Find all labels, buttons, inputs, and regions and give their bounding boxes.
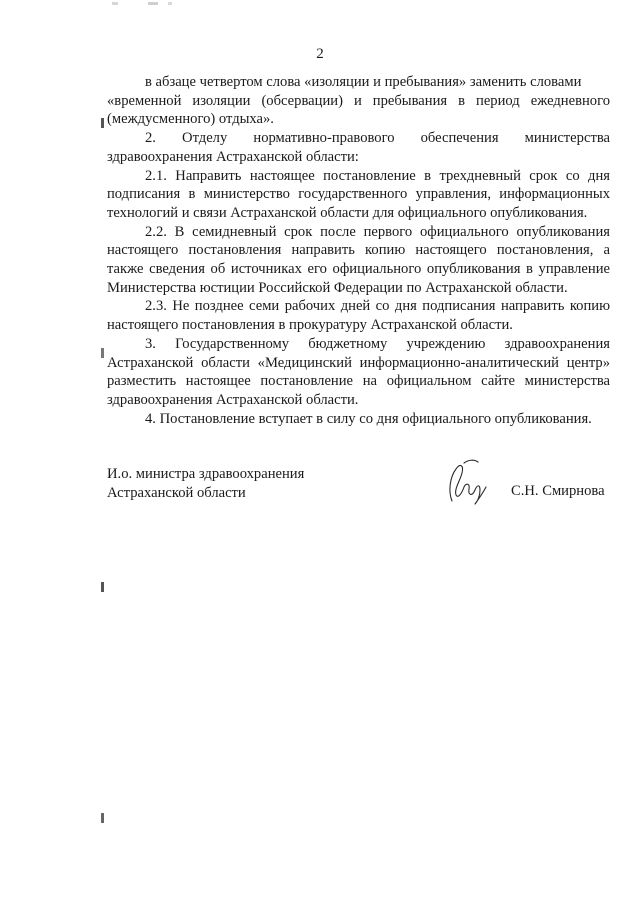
paragraph-item-2 (107, 129, 610, 148)
scan-speck (168, 2, 172, 5)
scan-speck (112, 2, 118, 5)
paragraph-amendment-end (107, 110, 610, 129)
text-line: в абзаце четвертом слова «изоляции и пребывания» заменить словами (145, 74, 582, 90)
document-body (107, 73, 610, 428)
scan-margin-mark (101, 348, 104, 358)
paragraph-amendment (145, 73, 610, 92)
text-line: 2.3. Не позднее семи рабочих дней со дня подписания направить копию (145, 298, 610, 315)
page-number: 2 (316, 46, 324, 62)
text-line: здравоохранения Астраханской области. (107, 391, 359, 408)
paragraph-item-2-2 (107, 223, 610, 242)
paragraph-item-2-1-end (107, 204, 610, 223)
text-line: настоящего постановления направить копию настоящего постановления, а (107, 242, 610, 259)
paragraph-item-2-3 (107, 297, 610, 316)
text-line: 4. Постановление вступает в силу со дня официального опубликования. (145, 410, 592, 427)
text-line: «временной изоляции (обсервации) и пребывания в период ежедневного (107, 92, 610, 109)
text-line: Министерства юстиции Российской Федерации по Астраханской области. (107, 279, 568, 296)
paragraph-item-2-2-cont (107, 260, 610, 279)
signature-block (107, 465, 610, 525)
paragraph-item-2-1-cont (107, 185, 610, 204)
text-line: технологий и связи Астраханской области для официального опубликования. (107, 204, 588, 221)
signer-position (107, 465, 304, 502)
signer-position-line: И.о. министра здравоохранения (107, 466, 305, 482)
signer-position-line: Астраханской области (107, 484, 246, 501)
paragraph-item-3-cont (107, 354, 610, 373)
text-line: разместить настоящее постановление на официальном сайте министерства (107, 373, 610, 390)
text-line: 2.1. Направить настоящее постановление в трехдневный срок со дня (145, 167, 610, 184)
handwritten-signature (444, 457, 494, 509)
scan-margin-mark (101, 118, 104, 128)
text-line: также сведения об источниках его официального опубликования в управление (107, 261, 610, 278)
signer-name: С.Н. Смирнова (511, 483, 605, 499)
text-line: 2.2. В семидневный срок после первого официального опубликования (145, 223, 610, 240)
text-line: 2. Отделу нормативно-правового обеспечения министерства (145, 130, 610, 147)
scan-margin-mark (101, 813, 104, 823)
text-line: (междусменного) отдыха». (107, 111, 274, 128)
paragraph-item-2-2-cont (107, 241, 610, 260)
text-line: здравоохранения Астраханской области: (107, 148, 359, 165)
text-line: настоящего постановления в прокуратуру Астраханской области. (107, 317, 513, 334)
paragraph-item-2-cont (107, 148, 610, 167)
paragraph-item-2-2-end (107, 279, 610, 298)
text-line: 3. Государственному бюджетному учреждению здравоохранения (145, 335, 610, 352)
paragraph-item-2-3-end (107, 316, 610, 335)
scan-margin-mark (101, 582, 104, 592)
paragraph-item-3-end (107, 391, 610, 410)
text-line: подписания в министерство государственного управления, информационных (107, 186, 610, 203)
paragraph-item-4 (107, 410, 610, 429)
paragraph-item-2-1 (107, 167, 610, 186)
scan-speck (148, 2, 158, 5)
text-line: Астраханской области «Медицинский информационно-аналитический центр» (107, 354, 610, 371)
paragraph-amendment-cont (107, 92, 610, 111)
paragraph-item-3-cont (107, 372, 610, 391)
paragraph-item-3 (107, 335, 610, 354)
